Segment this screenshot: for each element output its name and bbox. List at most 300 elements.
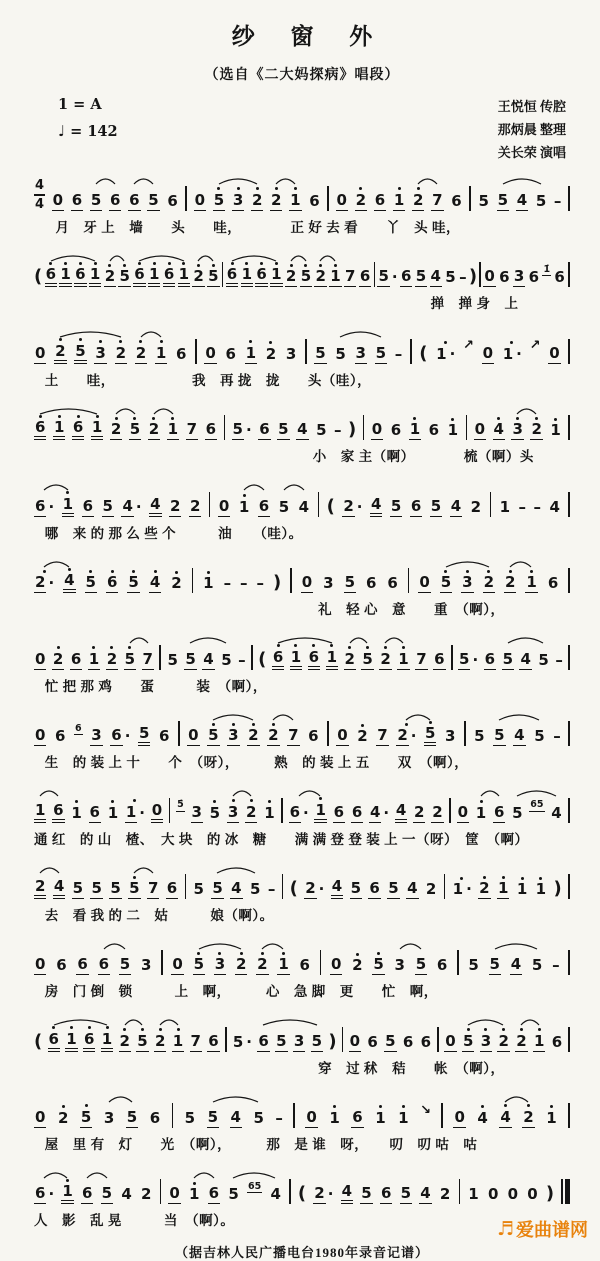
note: 4 xyxy=(549,497,560,516)
music-system xyxy=(34,1166,570,1230)
slur xyxy=(291,256,306,261)
note: 3 xyxy=(461,570,473,594)
music-system xyxy=(34,631,570,695)
slur xyxy=(263,1020,317,1025)
note: 5 xyxy=(193,880,204,899)
note: 7 xyxy=(345,267,356,286)
slur xyxy=(116,409,135,414)
note: 6 xyxy=(390,421,402,440)
time-signature: 4 4 xyxy=(34,178,45,212)
note: 2 xyxy=(478,876,490,900)
note: 2 xyxy=(235,952,247,976)
note: 6 xyxy=(420,1032,432,1051)
slur xyxy=(503,179,541,184)
notes-line xyxy=(34,555,570,596)
note: 6 xyxy=(106,570,118,594)
note: 2 xyxy=(412,187,424,211)
note: 5 xyxy=(207,264,219,288)
note: 5 xyxy=(489,955,500,974)
music-system xyxy=(34,172,570,236)
note: 6 · xyxy=(111,726,131,746)
grace-note: 65 xyxy=(247,1180,262,1192)
note: 1 xyxy=(270,262,282,288)
note: 3 xyxy=(232,187,244,211)
note: 5 xyxy=(250,880,261,899)
barline xyxy=(282,874,284,899)
music-system xyxy=(34,861,570,925)
note: 6 xyxy=(82,496,94,515)
note: 6 xyxy=(359,267,371,286)
note: 5 xyxy=(531,956,543,975)
barline xyxy=(160,1179,162,1204)
note: 6 xyxy=(499,268,510,287)
note: 3 xyxy=(285,344,297,363)
note: 4 xyxy=(499,1104,511,1128)
note: 1 · xyxy=(502,341,522,364)
song-subtitle: （选自《二大妈探病》唱段） xyxy=(204,68,400,83)
note: 5 xyxy=(445,268,456,287)
note: 6 xyxy=(48,1026,60,1052)
barline xyxy=(251,645,253,670)
note: 5 xyxy=(213,187,225,211)
note: 1 xyxy=(535,877,547,900)
note: 6 xyxy=(98,955,109,974)
slur xyxy=(262,944,283,949)
barline xyxy=(568,415,570,440)
note: 4 xyxy=(450,496,462,515)
duration-dash: – xyxy=(553,727,561,746)
note: 4 xyxy=(121,1185,132,1204)
music-system xyxy=(34,937,570,1000)
note: 2 xyxy=(285,264,297,288)
note: 1 xyxy=(101,1026,113,1052)
note: 4 xyxy=(420,1184,431,1203)
credit-line-singer: 关长荣 演唱 xyxy=(497,144,566,160)
note: 6 xyxy=(255,262,267,288)
lyrics-line: 忙 把 那 鸡 蛋 装 （啊）， xyxy=(44,678,267,694)
note: 3 xyxy=(511,417,523,441)
note: 2 xyxy=(265,341,277,364)
note: 6 xyxy=(352,1107,363,1126)
note: 4 xyxy=(370,491,382,517)
note: 5 xyxy=(468,956,479,975)
rest-note: 0 xyxy=(35,649,46,668)
note: 5 xyxy=(440,570,452,594)
rest-note: 0 xyxy=(301,573,313,592)
note: 4 xyxy=(149,570,161,594)
barline xyxy=(568,645,570,670)
duration-dash: – xyxy=(518,497,527,516)
note: 3 xyxy=(103,1108,115,1127)
note: 5 xyxy=(212,879,223,898)
note: 6 xyxy=(110,190,121,209)
note: 4 xyxy=(516,190,528,209)
note: 1 xyxy=(167,417,179,441)
barline xyxy=(451,645,453,670)
note: 1 xyxy=(374,1105,386,1128)
notes-line xyxy=(34,784,570,825)
note: 2 xyxy=(314,264,326,288)
note: 2 xyxy=(148,417,160,441)
grace-note: 1̇ xyxy=(543,263,551,275)
tempo-marking xyxy=(58,122,118,140)
open-paren: ( xyxy=(326,495,335,517)
slur xyxy=(400,944,421,949)
note: 2 xyxy=(52,646,64,670)
note: 7 xyxy=(288,726,299,745)
barline xyxy=(305,339,307,364)
notes-line xyxy=(34,172,570,213)
note: 5 xyxy=(124,646,136,670)
slur xyxy=(385,638,403,643)
score xyxy=(34,172,570,1229)
note: 7 xyxy=(416,649,427,668)
credits-block xyxy=(498,96,566,164)
notes-line xyxy=(34,325,570,366)
slur xyxy=(517,409,536,414)
note: 5 xyxy=(372,952,384,976)
note: 6 · xyxy=(289,802,309,822)
music-system xyxy=(34,478,570,542)
note: 6 xyxy=(72,415,84,441)
note: 2 xyxy=(104,264,116,288)
note: 6 xyxy=(133,262,145,288)
note: 2 xyxy=(432,802,443,821)
note: 3 xyxy=(355,343,366,362)
lyrics-line: 房 门 倒 锁 上 啊， 心 急 脚 更 忙 啊， xyxy=(44,984,438,1000)
music-system xyxy=(34,402,570,466)
note: 7 xyxy=(377,726,388,745)
barline xyxy=(224,415,226,440)
music-system xyxy=(34,1090,570,1153)
barline xyxy=(457,950,459,975)
note: 2 xyxy=(251,187,263,211)
note: 6 xyxy=(45,262,57,288)
note: 3 xyxy=(227,799,239,823)
music-system xyxy=(34,325,570,389)
note: 6 xyxy=(387,574,398,593)
note: 5 · xyxy=(232,1032,252,1051)
lyrics-line: 通 红 的 山 楂、 大 块 的 冰 糖 满 满 登 登 装 上 一（呀） 筐 （啊） xyxy=(34,831,529,847)
slur xyxy=(130,638,148,643)
lyrics-line: 生 的 装 上 十 个 （呀）， 熟 的 装 上 五 双 （啊）， xyxy=(44,755,469,771)
quarter-note-icon: ♩ xyxy=(58,122,66,140)
note: 1 xyxy=(409,417,421,441)
duration-dash: – xyxy=(275,1108,283,1127)
barline xyxy=(568,339,570,364)
rest-note: 0 xyxy=(330,955,342,974)
rest-note: 0 xyxy=(371,420,383,439)
note: 4 xyxy=(63,568,75,594)
barline xyxy=(410,339,412,364)
note: 2 xyxy=(351,953,363,976)
slur xyxy=(60,332,121,337)
note: 6 xyxy=(70,649,82,668)
note: 6 xyxy=(56,956,67,975)
duration-dash: – xyxy=(267,880,276,899)
note: 6 xyxy=(436,956,448,975)
note: 5 xyxy=(110,879,121,898)
rest-note: 0 xyxy=(188,726,199,745)
note: 5 xyxy=(361,1184,372,1203)
slur xyxy=(284,485,304,490)
note: 5 xyxy=(126,1107,138,1126)
slur xyxy=(521,1020,539,1025)
note: 2 xyxy=(267,723,279,747)
barline xyxy=(469,186,471,211)
note: 5 xyxy=(207,1107,218,1126)
note: 5 xyxy=(534,727,545,746)
note: 6 xyxy=(175,344,187,363)
note: 6 xyxy=(74,262,86,288)
rest-note: 0 xyxy=(194,190,206,209)
rest-note: 0 xyxy=(419,573,430,592)
note: 6 xyxy=(82,1184,93,1203)
duration-dash: – xyxy=(240,574,248,593)
note: 2 xyxy=(34,874,46,900)
note: 6 xyxy=(365,574,377,593)
slur xyxy=(510,562,531,567)
slur xyxy=(109,1097,132,1102)
open-paren: ( xyxy=(289,878,298,900)
note: 5 xyxy=(127,570,139,594)
slur xyxy=(44,1173,67,1178)
watermark-text: 爱曲谱网 xyxy=(516,1220,588,1240)
note: 4 xyxy=(230,1107,241,1126)
note: 6 xyxy=(258,1031,269,1050)
rest-note: 0 xyxy=(445,1031,456,1050)
note: 6 xyxy=(367,1032,378,1051)
lyrics-line: 月 牙 上 墙 头 哇， 正 好 去 看 丫 头 哇， xyxy=(55,219,461,235)
note: 1 xyxy=(148,262,160,288)
close-paren: ) xyxy=(273,572,282,594)
barline xyxy=(289,1179,291,1204)
notes-line xyxy=(34,708,570,749)
note: 5 xyxy=(462,1028,474,1052)
note: 3 xyxy=(191,802,202,821)
rest-note: 0 xyxy=(35,955,46,974)
watermark xyxy=(497,1216,588,1242)
slur xyxy=(160,1020,178,1025)
rest-note: 0 xyxy=(172,955,183,974)
barline xyxy=(568,262,570,287)
lyrics-line: 小 家 主（啊） 梳（啊）头 xyxy=(312,449,534,465)
slur xyxy=(104,944,125,949)
barline xyxy=(318,492,320,517)
barline xyxy=(185,874,187,899)
note: 1 xyxy=(88,646,100,670)
note: 4 xyxy=(430,267,441,286)
slur xyxy=(244,485,264,490)
open-paren: ( xyxy=(297,1183,307,1205)
note: 6 · xyxy=(35,1184,55,1204)
barline xyxy=(568,950,570,975)
barline xyxy=(464,721,466,746)
note: 5 xyxy=(72,879,84,898)
note: 2 xyxy=(256,952,268,976)
note: 2 xyxy=(170,496,181,515)
slur xyxy=(340,332,381,337)
gliss-up-arrow: ↗ xyxy=(462,338,474,354)
music-system xyxy=(34,708,570,772)
note: 7 xyxy=(147,879,159,898)
note: 6 xyxy=(484,649,496,668)
note: 6 xyxy=(308,644,320,670)
note: 5 xyxy=(497,190,509,209)
note: 5 xyxy=(90,190,102,209)
notes-line xyxy=(34,478,570,519)
barline xyxy=(320,950,322,975)
lyrics-line: 去 看 我 的 二 姑 娘（啊）。 xyxy=(44,908,274,924)
note: 7 xyxy=(142,649,153,668)
slur xyxy=(190,638,226,643)
note: 5 xyxy=(74,338,86,364)
barline xyxy=(225,1027,227,1052)
note: 1 · xyxy=(452,877,472,900)
note: 2 xyxy=(54,338,66,364)
slur xyxy=(40,791,58,796)
note: 4 xyxy=(520,649,531,668)
barline xyxy=(161,950,163,975)
note: 1 xyxy=(107,800,119,823)
slur xyxy=(213,1097,258,1102)
note: 2 xyxy=(497,1028,509,1052)
slur xyxy=(134,868,153,873)
note: 5 xyxy=(278,420,289,439)
note: 5 xyxy=(385,1031,396,1050)
rest-note: 0 xyxy=(169,1184,180,1203)
note: 5 xyxy=(276,1031,287,1050)
note: 5 · xyxy=(232,420,252,440)
note: 1 xyxy=(178,262,190,288)
note: 1 xyxy=(314,797,326,823)
barline xyxy=(342,1027,344,1052)
close-paren: ) xyxy=(348,419,357,441)
barline xyxy=(568,798,570,823)
barline xyxy=(281,798,283,823)
duration-dash: – xyxy=(459,268,467,287)
slur xyxy=(299,791,320,796)
rest-note: 0 xyxy=(205,343,216,362)
note: 5 xyxy=(185,649,196,668)
note: 5 xyxy=(400,1184,412,1203)
note: 1 xyxy=(245,340,257,364)
open-paren: ( xyxy=(419,342,428,364)
note: 2 xyxy=(483,570,495,594)
slur xyxy=(232,256,276,261)
slur xyxy=(44,485,68,490)
note: 5 xyxy=(430,496,442,515)
note: 1 xyxy=(499,497,511,516)
slur xyxy=(213,715,253,720)
note: 6 xyxy=(351,802,363,821)
slur xyxy=(51,256,95,261)
rest-note: 0 xyxy=(482,343,494,362)
note: 3 xyxy=(214,952,226,976)
note: 5 xyxy=(209,800,221,823)
note: 5 xyxy=(335,344,346,363)
note: 5 xyxy=(502,649,513,668)
note: 6 xyxy=(308,727,319,746)
note: 1 xyxy=(289,187,301,211)
slur xyxy=(141,332,161,337)
lyrics-line: 人 影 乱 晃 当 （啊）。 xyxy=(34,1213,235,1229)
note: 6 xyxy=(89,802,100,821)
note: 6 xyxy=(400,267,412,286)
note: 6 xyxy=(402,1032,414,1051)
meta-row xyxy=(34,96,570,164)
notes-line xyxy=(34,402,570,443)
note: 1 xyxy=(34,797,46,823)
note: 1 xyxy=(241,262,253,288)
barline xyxy=(449,798,451,823)
barline xyxy=(327,186,329,211)
note: 6 xyxy=(52,797,64,823)
barline xyxy=(290,568,292,593)
note: 5 xyxy=(311,1031,322,1050)
final-barline xyxy=(561,1179,570,1204)
slur xyxy=(418,179,437,184)
note: 2 xyxy=(379,646,391,670)
open-paren: ( xyxy=(34,266,43,288)
note: 6 xyxy=(369,879,380,898)
slur xyxy=(87,1173,107,1178)
note: 6 xyxy=(208,1031,219,1050)
note: 4 xyxy=(476,1105,488,1128)
slur xyxy=(44,562,69,567)
note: 6 xyxy=(309,191,320,210)
slur xyxy=(199,944,241,949)
note: 5 xyxy=(278,497,290,516)
note: 2 xyxy=(515,1028,527,1052)
note: 5 xyxy=(85,570,97,594)
slur xyxy=(320,256,335,261)
note: 2 · xyxy=(396,723,416,747)
slur xyxy=(125,1020,142,1025)
barline xyxy=(437,1027,439,1052)
close-paren: ) xyxy=(328,1030,337,1052)
barline xyxy=(222,262,224,287)
slur xyxy=(217,868,255,873)
note: 5 xyxy=(375,343,387,362)
note: 1 xyxy=(525,570,537,594)
slur xyxy=(54,1020,107,1025)
lyrics-line: 掸 掸 身 上 xyxy=(430,296,519,312)
note: 1 xyxy=(397,646,409,670)
barline xyxy=(479,262,481,287)
duration-dash: – xyxy=(256,574,265,593)
barline xyxy=(568,1103,570,1128)
note: 7 xyxy=(190,1031,201,1050)
barline xyxy=(374,262,376,287)
note: 1 xyxy=(155,340,167,364)
rest-note: 0 xyxy=(52,190,64,209)
note: 3 xyxy=(394,956,405,975)
notes-line xyxy=(34,249,570,290)
barline xyxy=(178,721,180,746)
slur xyxy=(96,179,115,184)
notes-line xyxy=(34,1166,570,1207)
rest-note: 0 xyxy=(35,726,46,745)
note: 1 xyxy=(328,1105,340,1128)
note: 5 xyxy=(221,650,232,669)
gliss-up-arrow: ↗ xyxy=(529,338,541,354)
slur xyxy=(499,715,539,720)
note: 2 xyxy=(119,1028,131,1052)
note: 4 xyxy=(270,1185,281,1204)
slur xyxy=(517,791,556,796)
note: 3 xyxy=(445,727,456,746)
